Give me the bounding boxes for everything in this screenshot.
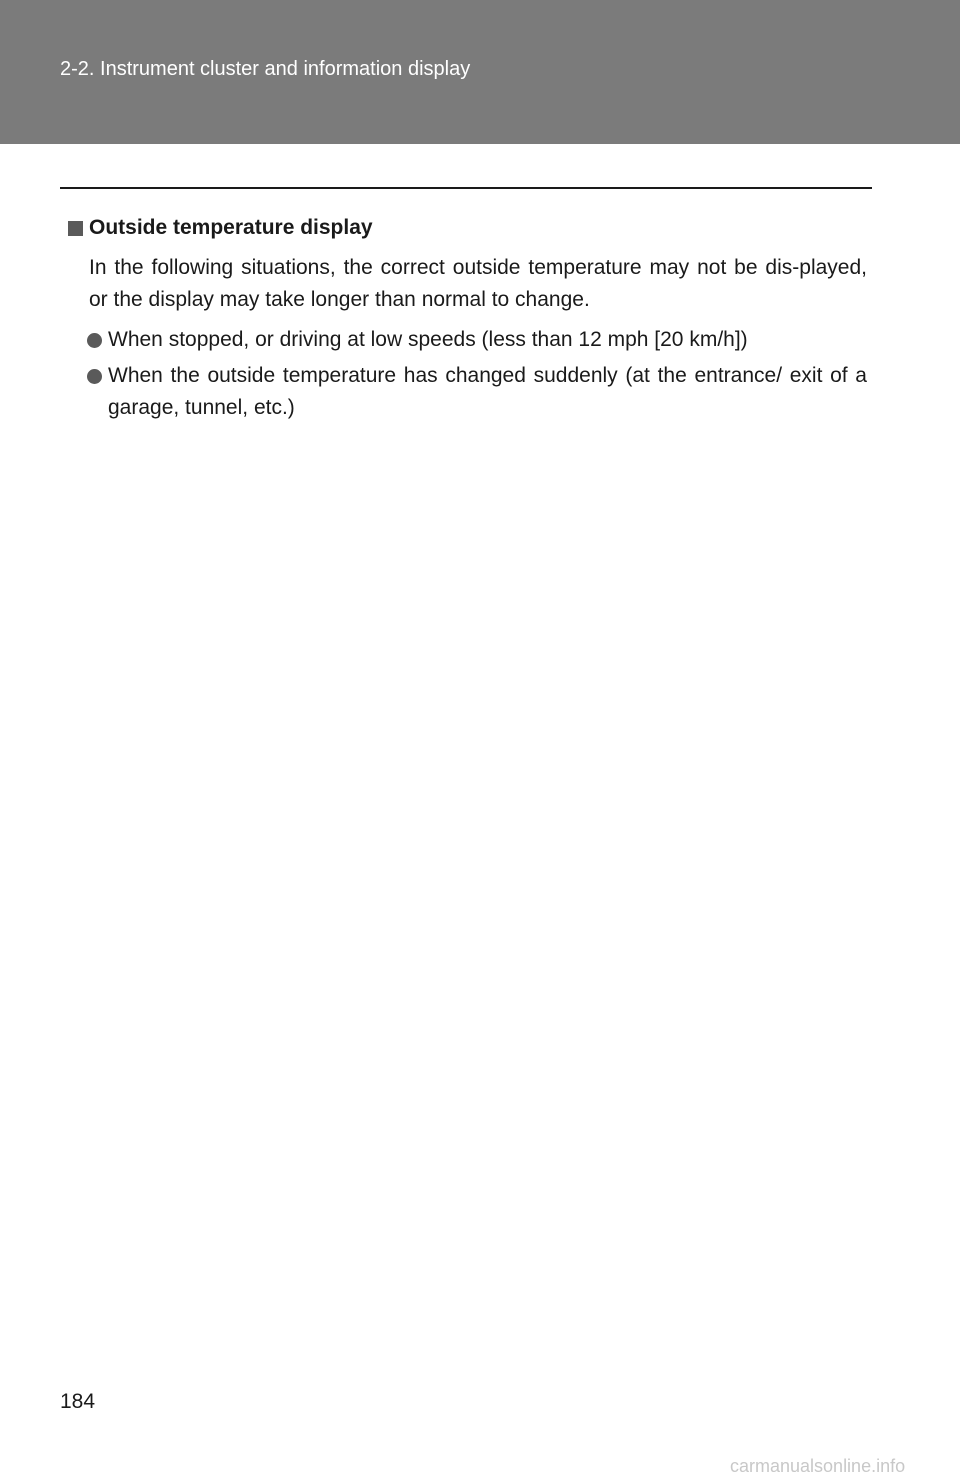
list-item [87, 324, 867, 356]
intro-paragraph: In the following situations, the correct outside temperature may not be dis-played, or the display may take longer than normal to change. [89, 256, 867, 311]
subheading-text: Outside temperature display [89, 216, 373, 239]
section-title: 2-2. Instrument cluster and information display [60, 58, 471, 80]
header-divider [60, 187, 872, 189]
circle-bullet-icon [87, 369, 102, 384]
square-bullet-icon [68, 221, 83, 236]
header-band [0, 0, 960, 144]
watermark: carmanualsonline.info [730, 1456, 906, 1476]
list-item [87, 360, 867, 424]
subheading [68, 216, 373, 240]
circle-bullet-icon [87, 333, 102, 348]
list-item-text: When the outside temperature has changed suddenly (at the entrance/ exit of a garage, tunnel, etc.) [108, 364, 867, 419]
page-number: 184 [60, 1390, 96, 1413]
list-item-text: When stopped, or driving at low speeds (less than 12 mph [20 km/h]) [108, 328, 748, 351]
